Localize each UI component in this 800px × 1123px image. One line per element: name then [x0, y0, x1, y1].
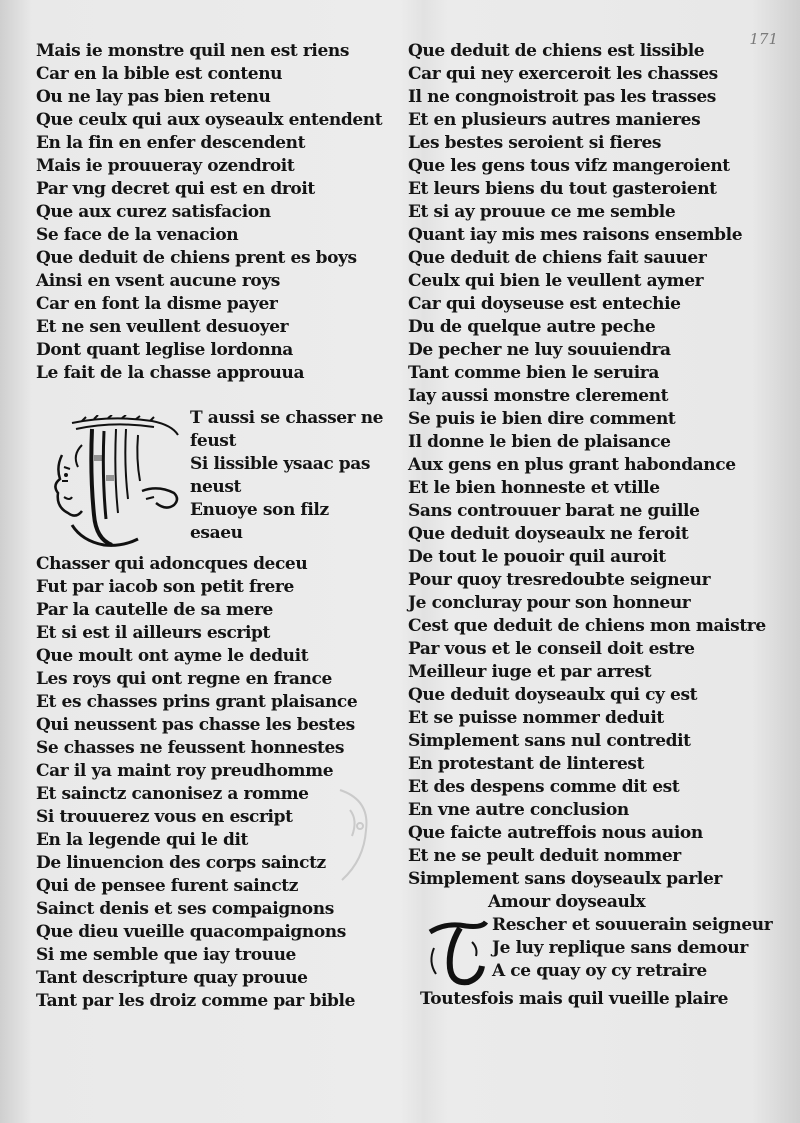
verse-line: Si me semble que iay trouue: [36, 945, 296, 965]
verse-line: De tout le pouoir quil auroit: [408, 547, 666, 567]
verse-line: Que dieu vueille quacompaignons: [36, 922, 346, 942]
initial-verse-line: Rescher et souuerain seigneur: [492, 915, 773, 935]
verse-line: Que deduit doyseaulx qui cy est: [408, 685, 698, 705]
verse-line: Car qui doyseuse est entechie: [408, 294, 681, 314]
verse-line: Que deduit de chiens est lissible: [408, 41, 705, 61]
initial-verse-line: Enuoye son filz: [190, 500, 329, 520]
verse-line: Fut par iacob son petit frere: [36, 577, 294, 597]
verse-line: Car en la bible est contenu: [36, 64, 283, 84]
verse-line: Que deduit de chiens prent es boys: [36, 248, 357, 268]
verse-line: Par vous et le conseil doit estre: [408, 639, 695, 659]
verse-line: De linuencion des corps sainctz: [36, 853, 326, 873]
verse-line: Meilleur iuge et par arrest: [408, 662, 652, 682]
verse-line: Il donne le bien de plaisance: [408, 432, 671, 452]
verse-line: Et es chasses prins grant plaisance: [36, 692, 358, 712]
verse-line: Se chasses ne feussent honnestes: [36, 738, 345, 758]
initial-verse-line: esaeu: [190, 523, 243, 543]
right-column-verses: [408, 40, 768, 891]
verse-line: Du de quelque autre peche: [408, 317, 656, 337]
verse-line: Que deduit de chiens fait sauuer: [408, 248, 707, 268]
initial-verse-line: Je luy replique sans demour: [492, 938, 748, 958]
verse-line: Tant descripture quay prouue: [36, 968, 308, 988]
verse-line: De pecher ne luy souuiendra: [408, 340, 671, 360]
verse-line: En la fin en enfer descendent: [36, 133, 306, 153]
verse-line: Je concluray pour son honneur: [408, 593, 691, 613]
verse-line: Et sainctz canonisez a romme: [36, 784, 309, 804]
verse-line: Les roys qui ont regne en france: [36, 669, 332, 689]
verse-line: Et si ay prouue ce me semble: [408, 202, 676, 222]
verse-line: Qui neussent pas chasse les bestes: [36, 715, 355, 735]
verse-line: Que les gens tous vifz mangeroient: [408, 156, 730, 176]
verse-line: Sans controuuer barat ne guille: [408, 501, 700, 521]
initial-verse-line: neust: [190, 477, 241, 497]
verse-line: Cest que deduit de chiens mon maistre: [408, 616, 766, 636]
initial-verse-line: Si lissible ysaac pas: [190, 454, 371, 474]
verse-line: Car il ya maint roy preudhomme: [36, 761, 334, 781]
verse-line: Aux gens en plus grant habondance: [408, 455, 736, 475]
verse-line: Par la cautelle de sa mere: [36, 600, 273, 620]
verse-line: Sainct denis et ses compaignons: [36, 899, 334, 919]
page-number: 171: [749, 30, 778, 48]
verse-line: Si trouuerez vous en escript: [36, 807, 293, 827]
verse-line: Iay aussi monstre clerement: [408, 386, 669, 406]
verse-line: Que deduit doyseaulx ne feroit: [408, 524, 689, 544]
verse-line: Que aux curez satisfacion: [36, 202, 271, 222]
verse-line: Que faicte autreffois nous auion: [408, 823, 703, 843]
verse-line: Tant comme bien le seruira: [408, 363, 659, 383]
verse-line: Qui de pensee furent sainctz: [36, 876, 298, 896]
verse-line: Simplement sans nul contredit: [408, 731, 691, 751]
left-initial-verses: [190, 407, 396, 553]
verse-line: Le fait de la chasse approuua: [36, 363, 305, 383]
verse-line: Quant iay mis mes raisons ensemble: [408, 225, 743, 245]
verse-line: Chasser qui adoncques deceu: [36, 554, 308, 574]
verse-line: Et si est il ailleurs escript: [36, 623, 270, 643]
verse-line: Et le bien honneste et vtille: [408, 478, 660, 498]
verse-line: Par vng decret qui est en droit: [36, 179, 315, 199]
verse-line: Se puis ie bien dire comment: [408, 409, 676, 429]
verse-line: Ceulx qui bien le veullent aymer: [408, 271, 704, 291]
verse-line: Mais ie monstre quil nen est riens: [36, 41, 350, 61]
verse-line: Et ne sen veullent desuoyer: [36, 317, 289, 337]
verse-line: Pour quoy tresredoubte seigneur: [408, 570, 711, 590]
verse-line: En la legende qui le dit: [36, 830, 248, 850]
verse-line: Simplement sans doyseaulx parler: [408, 869, 722, 889]
verse-line: Et en plusieurs autres manieres: [408, 110, 701, 130]
final-verse: Toutesfois mais quil vueille plaire: [420, 989, 729, 1009]
verse-line: Et leurs biens du tout gasteroient: [408, 179, 717, 199]
verse-line: Tant par les droiz comme par bible: [36, 991, 356, 1011]
right-column: [408, 40, 773, 1011]
initial-verse-line: A ce quay oy cy retraire: [492, 961, 707, 981]
verse-line: Que ceulx qui aux oyseaulx entendent: [36, 110, 383, 130]
initial-verse-line: feust: [190, 431, 236, 451]
verse-line: Et se puisse nommer deduit: [408, 708, 664, 728]
verse-line: Ou ne lay pas bien retenu: [36, 87, 271, 107]
verse-line: Dont quant leglise lordonna: [36, 340, 293, 360]
verse-line: En vne autre conclusion: [408, 800, 629, 820]
left-column-verses-top: [36, 40, 396, 385]
decorated-initial-t-with-face: [42, 415, 182, 553]
show-through-ornament: [330, 780, 380, 890]
initial-verse-line: T aussi se chasser ne: [190, 408, 384, 428]
verse-line: Il ne congnoistroit pas les trasses: [408, 87, 716, 107]
left-initial-block: [36, 407, 396, 553]
verse-line: Mais ie prouueray ozendroit: [36, 156, 295, 176]
verse-line: Que moult ont ayme le deduit: [36, 646, 309, 666]
verse-line: Ainsi en vsent aucune roys: [36, 271, 280, 291]
decorated-initial-t: [426, 918, 488, 988]
right-initial-block: [408, 914, 773, 988]
verse-line: Et des despens comme dit est: [408, 777, 680, 797]
speaker-heading: Amour doyseaulx: [488, 892, 646, 912]
right-initial-verses: [492, 914, 772, 988]
verse-line: Les bestes seroient si fieres: [408, 133, 662, 153]
verse-line: Car en font la disme payer: [36, 294, 278, 314]
verse-line: Et ne se peult deduit nommer: [408, 846, 681, 866]
verse-line: Car qui ney exerceroit les chasses: [408, 64, 718, 84]
verse-line: Se face de la venacion: [36, 225, 239, 245]
verse-line: En protestant de linterest: [408, 754, 645, 774]
